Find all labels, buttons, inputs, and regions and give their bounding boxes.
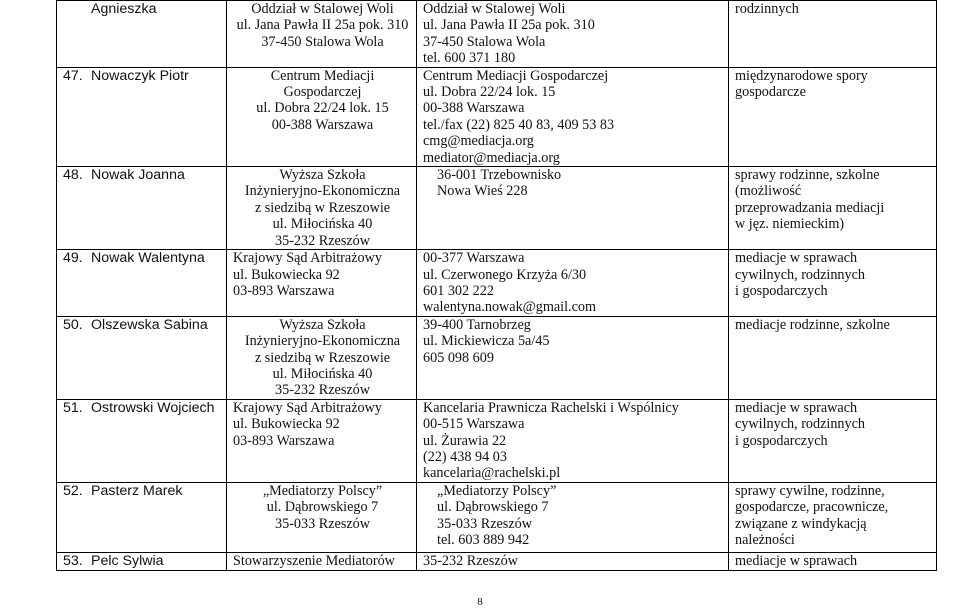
mediator-name-cell xyxy=(57,316,227,399)
cell-line: kancelaria@rachelski.pl xyxy=(423,465,561,482)
mediator-name: Nowak Walentyna xyxy=(91,250,205,267)
cell-line: 00-377 Warszawa xyxy=(423,250,525,267)
cell-line: Oddział w Stalowej Woli xyxy=(251,1,394,17)
institution-cell xyxy=(227,167,417,250)
cell-line: 00-388 Warszawa xyxy=(271,116,374,133)
table-row xyxy=(57,316,937,399)
institution-cell xyxy=(227,250,417,317)
cell-line: (22) 438 94 03 xyxy=(423,448,507,465)
contact-cell xyxy=(417,316,729,399)
cell-line: Nowa Wieś 228 xyxy=(437,183,528,200)
scope-cell xyxy=(729,67,937,166)
cell-line: 35-232 Rzeszów xyxy=(275,382,370,399)
cell-line: międzynarodowe spory xyxy=(735,67,868,84)
scope-cell xyxy=(729,250,937,317)
mediator-name: Pasterz Marek xyxy=(91,482,183,499)
table-row xyxy=(57,1,937,68)
cell-line: ul. Bukowiecka 92 xyxy=(233,416,340,433)
cell-line: ul. Jana Pawła II 25a pok. 310 xyxy=(423,17,595,34)
cell-line: z siedzibą w Rzeszowie xyxy=(254,349,391,366)
institution-cell xyxy=(227,316,417,399)
mediators-table-body xyxy=(57,1,937,571)
cell-line: ul. Dobra 22/24 lok. 15 xyxy=(256,100,389,117)
cell-line: Wyższa Szkoła xyxy=(279,316,366,333)
scope-cell xyxy=(729,399,937,482)
mediator-name-cell xyxy=(57,1,227,68)
cell-line: 605 098 609 xyxy=(423,349,494,366)
institution-cell xyxy=(227,67,417,166)
table-row xyxy=(57,399,937,482)
cell-line: 36-001 Trzebownisko xyxy=(437,167,562,184)
cell-line: 37-450 Stalowa Wola xyxy=(261,33,384,50)
cell-line: Oddział w Stalowej Woli xyxy=(423,1,566,17)
row-number: 53. xyxy=(63,552,83,569)
mediator-name-cell xyxy=(57,250,227,317)
cell-line: mediacje w sprawach xyxy=(735,552,858,569)
cell-line: przeprowadzania mediacji xyxy=(735,199,885,216)
cell-line: rodzinnych xyxy=(735,1,799,17)
institution-cell xyxy=(227,399,417,482)
scope-cell xyxy=(729,1,937,68)
cell-line: i gospodarczych xyxy=(735,432,828,449)
cell-line: Stowarzyszenie Mediatorów xyxy=(233,552,395,569)
institution-cell xyxy=(227,482,417,552)
cell-line: sprawy rodzinne, szkolne xyxy=(735,167,880,184)
cell-line: ul. Jana Pawła II 25a pok. 310 xyxy=(236,17,409,34)
contact-cell xyxy=(417,399,729,482)
cell-line: Wyższa Szkoła xyxy=(279,167,366,184)
cell-line: ul. Dobra 22/24 lok. 15 xyxy=(423,84,556,101)
cell-line: 00-515 Warszawa xyxy=(423,416,525,433)
row-number: 49. xyxy=(63,250,83,267)
row-number: 48. xyxy=(63,167,83,184)
cell-line: (możliwość xyxy=(735,183,802,200)
cell-line: ul. Bukowiecka 92 xyxy=(233,266,340,283)
cell-line: sprawy cywilne, rodzinne, xyxy=(735,482,885,499)
cell-line: ul. Dąbrowskiego 7 xyxy=(437,499,549,516)
cell-line: 00-388 Warszawa xyxy=(423,100,525,117)
scope-cell xyxy=(729,552,937,570)
cell-line: Centrum Mediacji Gospodarczej xyxy=(423,67,609,84)
cell-line: walentyna.nowak@gmail.com xyxy=(423,299,597,316)
cell-line: ul. Miłocińska 40 xyxy=(272,216,373,233)
cell-line: z siedzibą w Rzeszowie xyxy=(254,199,391,216)
cell-line: tel. 600 371 180 xyxy=(423,50,516,67)
cell-line: 39-400 Tarnobrzeg xyxy=(423,316,531,333)
cell-line: związane z windykacją xyxy=(735,515,867,532)
cell-line: cmg@mediacja.org xyxy=(423,133,534,150)
row-number: 50. xyxy=(63,316,83,333)
cell-line: ul. Dąbrowskiego 7 xyxy=(266,499,379,516)
mediator-name: Nowaczyk Piotr xyxy=(91,67,189,84)
cell-line: mediacje w sprawach xyxy=(735,399,858,416)
mediator-name-cell xyxy=(57,167,227,250)
contact-cell xyxy=(417,1,729,68)
cell-line: Krajowy Sąd Arbitrażowy xyxy=(233,399,382,416)
cell-line: mediacje w sprawach xyxy=(735,250,858,267)
table-row xyxy=(57,482,937,552)
row-number: 51. xyxy=(63,399,83,416)
contact-cell xyxy=(417,552,729,570)
cell-line: 35-033 Rzeszów xyxy=(275,515,370,532)
cell-line: mediacje rodzinne, szkolne xyxy=(735,316,890,333)
cell-line: Kancelaria Prawnicza Rachelski i Wspólnicy xyxy=(423,399,679,416)
cell-line: „Mediatorzy Polscy” xyxy=(437,482,557,499)
cell-line: Krajowy Sąd Arbitrażowy xyxy=(233,250,382,267)
institution-cell xyxy=(227,552,417,570)
cell-line: cywilnych, rodzinnych xyxy=(735,416,866,433)
cell-line: w jęz. niemieckim) xyxy=(735,216,845,233)
page-number: 8 xyxy=(477,596,483,608)
scope-cell xyxy=(729,482,937,552)
cell-line: 37-450 Stalowa Wola xyxy=(423,33,546,50)
mediator-name: Pelc Sylwia xyxy=(91,552,164,569)
scope-cell xyxy=(729,316,937,399)
cell-line: 03-893 Warszawa xyxy=(233,432,335,449)
mediator-name: Ostrowski Wojciech xyxy=(91,399,215,416)
cell-line: ul. Miłocińska 40 xyxy=(272,365,373,382)
row-number: 52. xyxy=(63,482,83,499)
table-row xyxy=(57,250,937,317)
cell-line: 35-232 Rzeszów xyxy=(275,232,370,249)
cell-line: gospodarcze, pracownicze, xyxy=(735,499,889,516)
mediators-table xyxy=(56,0,937,571)
cell-line: 35-033 Rzeszów xyxy=(437,515,532,532)
table-row xyxy=(57,67,937,166)
contact-cell xyxy=(417,67,729,166)
mediator-name: Nowak Joanna xyxy=(91,167,185,184)
mediator-name-cell xyxy=(57,67,227,166)
cell-line: i gospodarczych xyxy=(735,282,828,299)
contact-cell xyxy=(417,482,729,552)
mediator-name: Olszewska Sabina xyxy=(91,316,208,333)
cell-line: gospodarcze xyxy=(735,84,806,101)
table-row xyxy=(57,167,937,250)
table-row xyxy=(57,552,937,570)
mediator-name: Agnieszka xyxy=(91,1,157,17)
cell-line: ul. Mickiewicza 5a/45 xyxy=(423,333,550,350)
scope-cell xyxy=(729,167,937,250)
cell-line: 03-893 Warszawa xyxy=(233,282,335,299)
cell-line: Inżynieryjno-Ekonomiczna xyxy=(244,333,401,350)
cell-line: mediator@mediacja.org xyxy=(423,149,560,166)
cell-line: ul. Czerwonego Krzyża 6/30 xyxy=(423,266,587,283)
cell-line: Centrum Mediacji xyxy=(270,67,375,84)
cell-line: ul. Żurawia 22 xyxy=(423,432,507,449)
cell-line: cywilnych, rodzinnych xyxy=(735,266,866,283)
cell-line: Gospodarczej xyxy=(283,84,362,101)
mediator-name-cell xyxy=(57,552,227,570)
contact-cell xyxy=(417,167,729,250)
mediator-name-cell xyxy=(57,482,227,552)
cell-line: 601 302 222 xyxy=(423,282,494,299)
cell-line: tel. 603 889 942 xyxy=(437,532,530,548)
cell-line: 35-232 Rzeszów xyxy=(423,552,518,569)
cell-line: Inżynieryjno-Ekonomiczna xyxy=(244,183,401,200)
cell-line: należności xyxy=(735,532,795,548)
cell-line: tel./fax (22) 825 40 83, 409 53 83 xyxy=(423,116,615,133)
cell-line: „Mediatorzy Polscy” xyxy=(262,482,383,499)
mediator-name-cell xyxy=(57,399,227,482)
contact-cell xyxy=(417,250,729,317)
institution-cell xyxy=(227,1,417,68)
row-number: 47. xyxy=(63,67,83,84)
